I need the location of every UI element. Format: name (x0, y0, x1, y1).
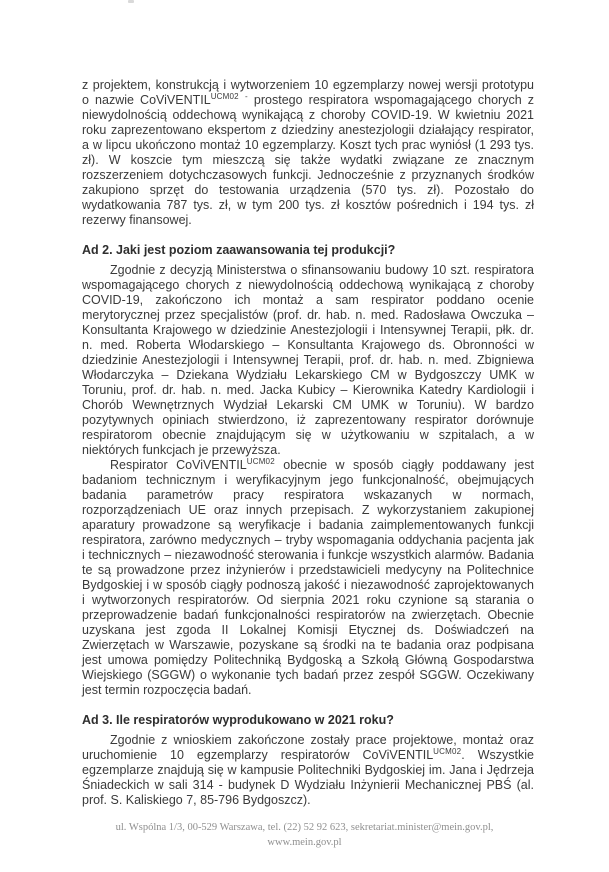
body-paragraph: Respirator CoViVENTIL$^{UCM02}$ obecnie w sposób ciągły poddawany jest badaniom technicznym i weryfikacyjnym jego funkcjonalność, obejmujących badania parametrów pracy respiratora wskazanych w normach, rozporządzeniach UE oraz innych przepisach. Z wykorzystaniem zakupionej aparatury prowadzone są weryfikacje i badania zaimplementowanych funkcji respiratora, zarówno medycznych – tryby wspomagania oddychania pacjenta jak i technicznych – niezawodność sterowania i funkcje wszystkich alarmów. Badania te są prowadzone przez inżynierów i przedstawicieli medycyny na Politechnice Bydgoskiej i w sposób ciągły podnoszą jakość i niezawodność zaprojektowanych i wytworzonych respiratorów. Od sierpnia 2021 roku czynione są starania o przeprowadzenie badań funkcjonalności respiratorów na zwierzętach. Obecnie uzyskana jest zgoda II Lokalnej Komisji Etycznej ds. Doświadczeń na Zwierzętach w Warszawie, pozyskane są środki na te badania oraz podpisana jest umowa pomiędzy Politechniką Bydgoską a Szkołą Główną Gospodarstwa Wiejskiego (SGGW) o wykonanie tych badań przez zespół SGGW. Oczekiwany jest termin rozpoczęcia badań. (82, 456, 534, 697)
superscript-text: UCM02 (246, 456, 275, 466)
superscript-text: - (244, 91, 248, 101)
footer-website-line: www.mein.gov.pl (267, 837, 342, 848)
superscript-text: UCM02 (210, 91, 239, 101)
body-paragraph: Zgodnie z decyzją Ministerstwa o sfinansowaniu budowy 10 szt. respiratora wspomagającego chorych z niewydolnością oddechową wynikającą z choroby COVID-19, zakończono ich montaż a sam respirator poddano ocenie merytorycznej przez specjalistów (prof. dr. hab. n. med. Radosława Owczuka – Konsultanta Krajowego w dziedzinie Anestezjologii i Intensywnej Terapii, płk. dr. n. med. Roberta Włodarskiego – Konsultanta Krajowego ds. Obronności w dziedzinie Anestezjologii i Intensywnej Terapii, prof. dr. hab. n. med. Zbigniewa Włodarczyka – Dziekana Wydziału Lekarskiego CM w Bydgoszczy UMK w Toruniu, prof. dr. hab. n. med. Jacka Kubicy – Kierownika Katedry Kardiologii i Chorób Wewnętrznych Wydział Lekarski CM UMK w Toruniu). W bardzo pozytywnych opiniach stwierdzono, iż zaprezentowany respirator dorównuje respiratorom obecnie znajdującym się w użytkowaniu w szpitalach, a w niektórych funkcjach je przewyższa. (82, 263, 534, 457)
document-body (82, 78, 534, 808)
section-heading: Ad 2. Jaki jest poziom zaawansowania tej produkcji? (82, 243, 396, 257)
scan-artifact (128, 0, 134, 3)
footer-address-line: ul. Wspólna 1/3, 00-529 Warszawa, tel. (22) 52 92 623, sekretariat.minister@mein.gov.pl, (115, 822, 494, 833)
body-paragraph: z projektem, konstrukcją i wytworzeniem 10 egzemplarzy nowej wersji prototypu o nazwie CoViVENTIL$^{UCM02}$ - prostego respiratora wspomagającego chorych z niewydolnością oddechową wynikającą z choroby COVID-19. W kwietniu 2021 roku zaprezentowano ekspertom z dziedziny anestezjologii działający respirator, a w lipcu ukończono montaż 10 egzemplarzy. Koszt tych prac wyniósł (1 293 tys. zł). W koszcie tym mieszczą się także wydatki związane ze znacznym rozszerzeniem dotychczasowych funkcji. Jednocześnie z przyznanych środków zakupiono sprzęt do testowania urządzenia (570 tys. zł). Pozostało do wydatkowania 787 tys. zł, w tym 200 tys. zł kosztów pośrednich i 194 tys. zł rezerwy finansowej. (82, 78, 535, 227)
page-footer (0, 820, 609, 850)
section-heading: Ad 3. Ile respiratorów wyprodukowano w 2021 roku? (82, 713, 394, 727)
body-paragraph: Zgodnie z wnioskiem zakończone zostały prace projektowe, montaż oraz uruchomienie 10 egzemplarzy respiratorów CoViVENTIL$^{UCM02}$. Wszystkie egzemplarze znajdują się w kampusie Politechniki Bydgoskiej im. Jana i Jędrzeja Śniadeckich w sali 314 - budynek D Wydziału Inżynierii Mechanicznej PBŚ (al. prof. S. Kaliskiego 7, 85-796 Bydgoszcz). (82, 733, 534, 807)
superscript-text: UCM02 (433, 746, 462, 756)
